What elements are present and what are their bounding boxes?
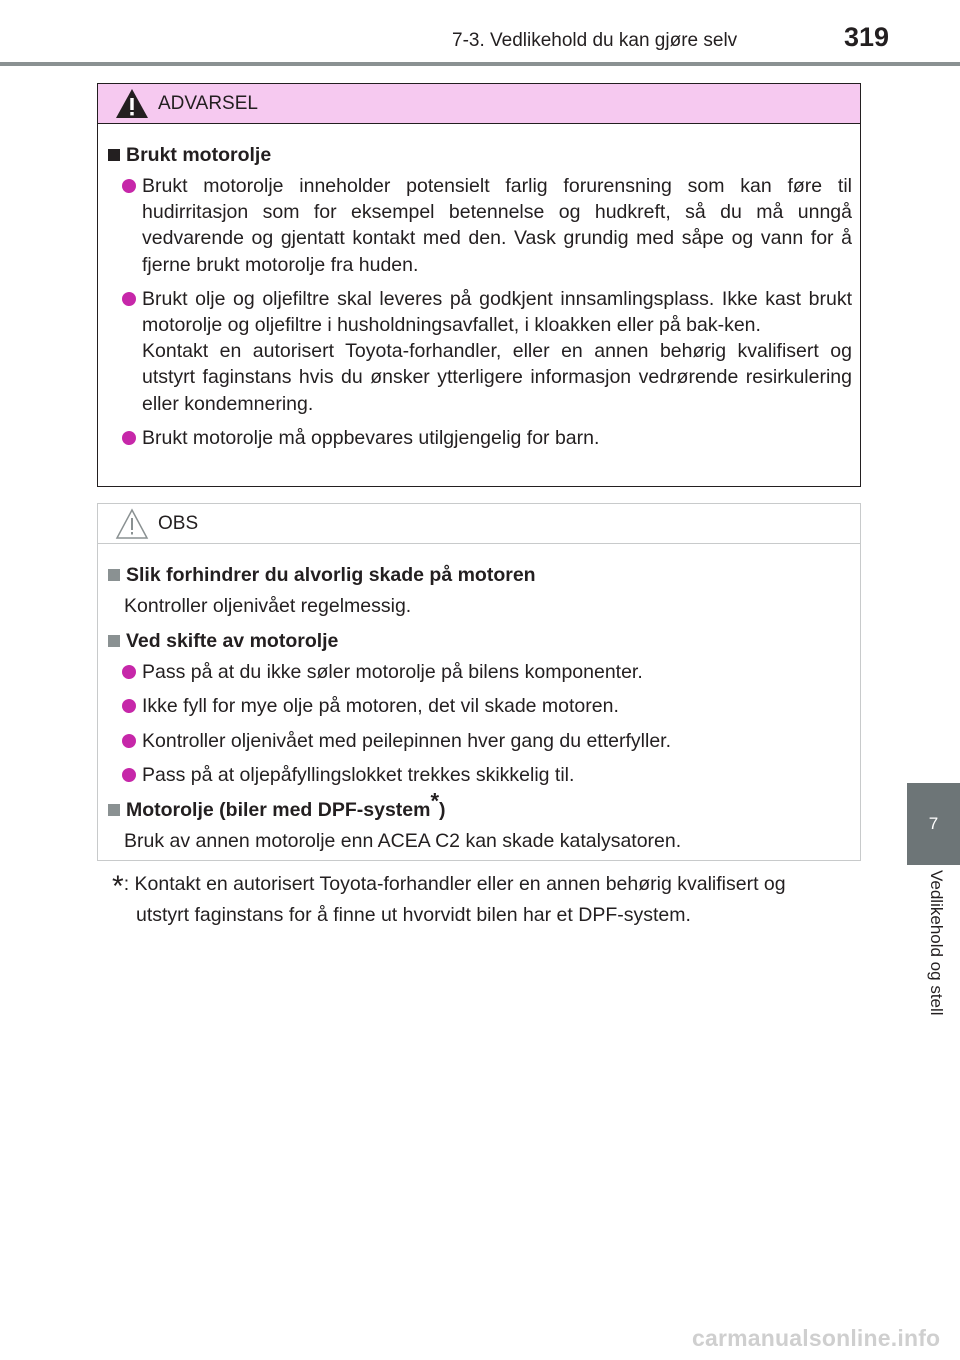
page-number: 319 — [844, 22, 890, 52]
warning-triangle-icon — [114, 87, 150, 121]
circle-bullet-icon — [122, 292, 136, 306]
warning-box — [97, 83, 861, 487]
circle-bullet-icon — [122, 734, 136, 748]
list-item — [106, 693, 852, 719]
circle-bullet-icon — [122, 665, 136, 679]
footnote-line-1: : Kontakt en autorisert Toyota-forhandler eller en annen behørig kvalifisert og — [123, 873, 786, 895]
list-item — [106, 173, 852, 278]
chapter-label: Vedlikehold og stell — [927, 870, 946, 1016]
warning-header — [98, 84, 860, 124]
chapter-tab — [907, 783, 960, 865]
chapter-number: 7 — [928, 814, 939, 833]
notice-heading-text: Slik forhindrer du alvorlig skade på motoren — [126, 564, 536, 586]
header-rule — [0, 62, 960, 66]
circle-bullet-icon — [122, 768, 136, 782]
list-item-text: Pass på at oljepåfyllingslokket trekkes skikkelig til. — [142, 763, 575, 786]
list-item-text: Brukt motorolje må oppbevares utilgjengelig for barn. — [142, 426, 600, 449]
footnote-line-2: utstyrt faginstans for å finne ut hvorvidt bilen har et DPF-system. — [136, 904, 691, 926]
list-item — [106, 425, 852, 451]
list-item-text: Ikke fyll for mye olje på motoren, det vil skade motoren. — [142, 695, 619, 718]
notice-heading-text — [126, 788, 446, 824]
notice-heading-main: Motorolje (biler med DPF-system — [126, 799, 431, 822]
notice-paragraph: Bruk av annen motorolje enn ACEA C2 kan skade katalysatoren. — [124, 830, 682, 853]
caution-triangle-icon — [114, 507, 150, 541]
circle-bullet-icon — [122, 699, 136, 713]
list-item — [106, 728, 852, 754]
notice-header — [98, 504, 860, 544]
warning-title: ADVARSEL — [158, 93, 258, 114]
list-item-text: Brukt motorolje inneholder potensielt farlig forurensning som kan føre til hudirritasjon som for eksempel betennelse og hudkreft, så du må unngå vedvarende og gjentatt kontakt med den. Vask grundig med såpe og vann for å fjerne brukt motorolje fra huden. — [142, 175, 852, 276]
notice-heading-1 — [106, 561, 852, 589]
notice-box — [97, 503, 861, 861]
list-item-extra-text: Kontakt en autorisert Toyota-forhandler, eller en annen behørig kvalifisert og utstyrt faginstans hvis du ønsker ytterligere informasjon vedrørende resirkulering eller kondemnering. — [142, 340, 852, 415]
list-item-text: Brukt olje og oljefiltre skal leveres på godkjent innsamlingsplass. Ikke kast brukt motorolje og oljefiltre i husholdningsavfallet, i kloakken eller på bak-ken. — [142, 287, 852, 337]
footnote — [112, 870, 857, 929]
list-item — [106, 762, 852, 788]
notice-heading-3 — [106, 788, 852, 824]
header-section-title: 7-3. Vedlikehold du kan gjøre selv — [452, 30, 738, 51]
list-item-body — [142, 286, 852, 417]
square-bullet-icon — [108, 804, 120, 816]
notice-heading-end: ) — [439, 799, 446, 822]
watermark: carmanualsonline.info — [692, 1325, 941, 1351]
notice-paragraph: Kontroller oljenivået regelmessig. — [124, 595, 412, 617]
notice-heading-text: Ved skifte av motorolje — [126, 630, 339, 653]
square-bullet-icon — [108, 569, 120, 581]
square-bullet-icon — [108, 149, 120, 161]
footnote-reference: * — [430, 788, 440, 814]
footnote-marker: * — [112, 870, 124, 903]
circle-bullet-icon — [122, 431, 136, 445]
notice-heading-2 — [106, 627, 852, 655]
warning-heading-text: Brukt motorolje — [126, 144, 272, 166]
list-item — [106, 659, 852, 685]
notice-title: OBS — [158, 513, 199, 534]
list-item — [106, 286, 852, 417]
list-item-text: Pass på at du ikke søler motorolje på bilens komponenter. — [142, 661, 643, 684]
warning-heading — [106, 141, 852, 169]
list-item-text: Kontroller oljenivået med peilepinnen hver gang du etterfyller. — [142, 729, 671, 752]
circle-bullet-icon — [122, 179, 136, 193]
square-bullet-icon — [108, 635, 120, 647]
